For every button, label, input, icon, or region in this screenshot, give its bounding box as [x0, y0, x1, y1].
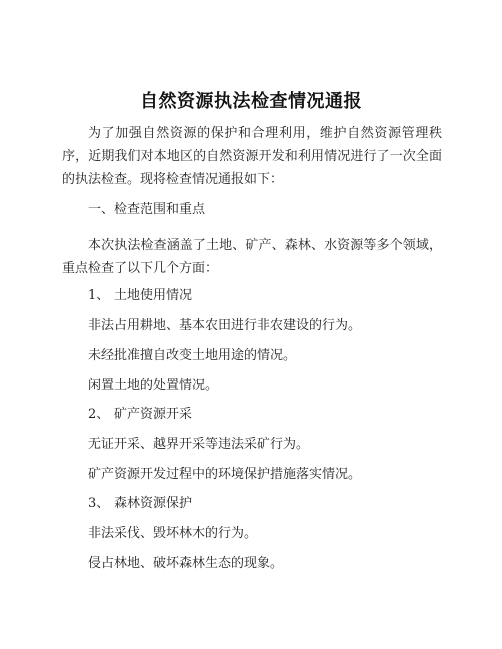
list-item: 非法占用耕地、基本农田进行非农建设的行为。: [88, 318, 362, 333]
subsection-number: 1、: [88, 288, 110, 303]
list-item: 闲置土地的处置情况。: [88, 378, 219, 393]
list-item: 侵占林地、破坏森林生态的现象。: [88, 556, 284, 571]
subsection-heading-forest: [88, 494, 192, 514]
subsection-number: 3、: [88, 496, 110, 511]
list-item: 无证开采、越界开采等违法采矿行为。: [88, 437, 310, 452]
list-item: 非法采伐、毁坏林木的行为。: [88, 526, 258, 541]
subsection-title: 森林资源保护: [114, 496, 193, 511]
subsection-heading-land: [88, 286, 192, 306]
section-body-scope: 本次执法检查涵盖了土地、矿产、森林、水资源等多个领域，重点检查了以下几个方面：: [62, 238, 442, 276]
intro-paragraph: 为了加强自然资源的保护和合理利用，维护自然资源管理秩序，近期我们对本地区的自然资源开发和利用情况进行了一次全面的执法检查。现将检查情况通报如下：: [62, 126, 442, 187]
subsection-title: 矿产资源开采: [114, 407, 193, 422]
section-heading-scope: 一、检查范围和重点: [88, 202, 206, 217]
subsection-title: 土地使用情况: [114, 288, 193, 303]
list-item: 矿产资源开发过程中的环境保护措施落实情况。: [88, 467, 362, 482]
subsection-heading-mining: [88, 405, 192, 425]
subsection-number: 2、: [88, 407, 110, 422]
document-title: 自然资源执法检查情况通报: [140, 91, 362, 112]
list-item: 未经批准擅自改变土地用途的情况。: [88, 348, 297, 363]
